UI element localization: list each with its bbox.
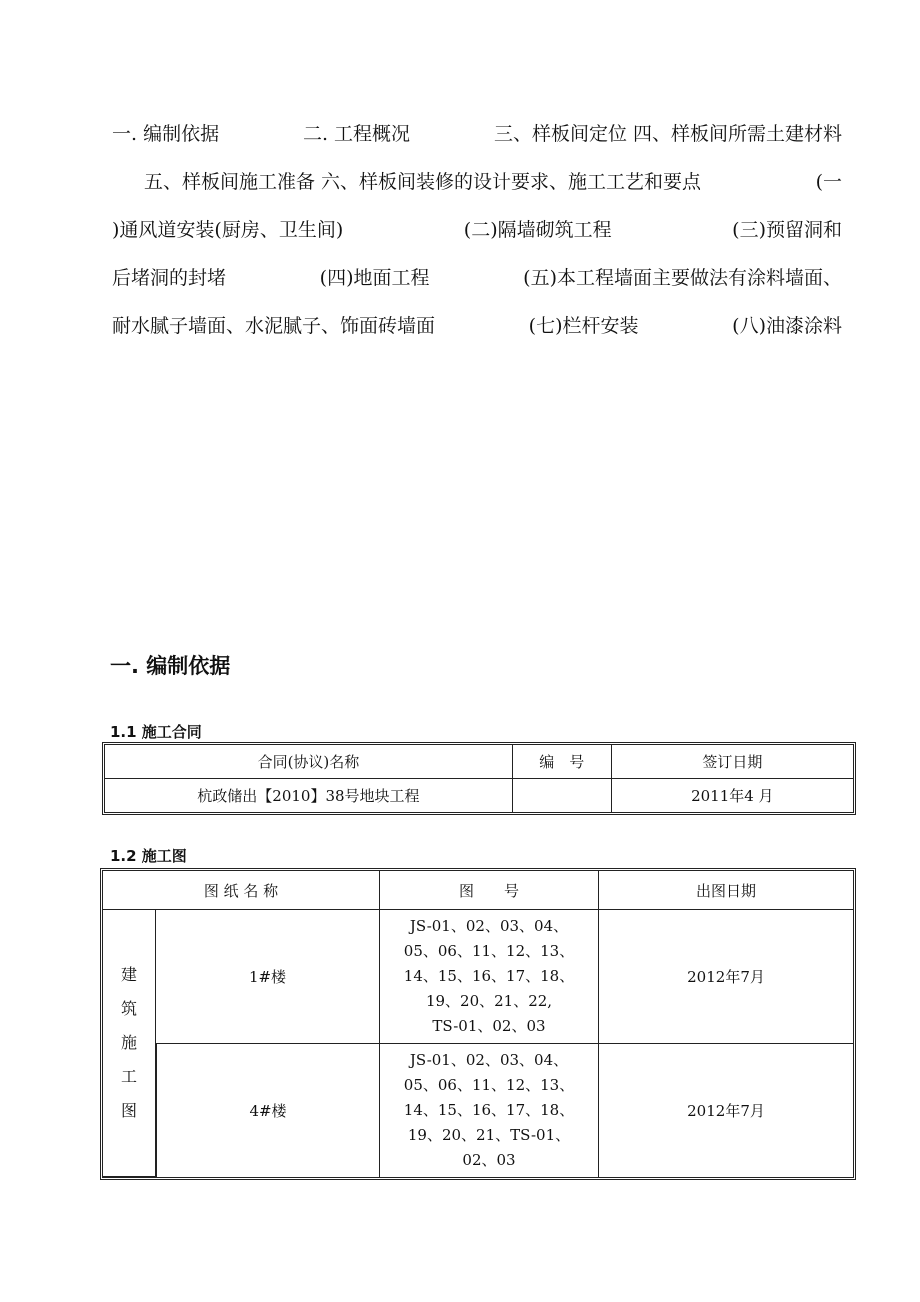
contract-table bbox=[102, 742, 856, 815]
drawing-numbers bbox=[380, 1044, 599, 1177]
header-cell: 图 纸 名 称 bbox=[103, 871, 380, 910]
toc-item[interactable]: (一 bbox=[815, 171, 842, 193]
toc-line bbox=[112, 262, 842, 310]
category-char: 筑 bbox=[120, 999, 137, 1018]
toc-item[interactable]: (三)预留洞和 bbox=[732, 219, 842, 241]
toc-item[interactable]: (二)隔墙砌筑工程 bbox=[463, 219, 612, 241]
toc-item[interactable]: 耐水腻子墙面、水泥腻子、饰面砖墙面 bbox=[112, 315, 436, 337]
table-row bbox=[103, 1044, 853, 1177]
category-char: 工 bbox=[120, 1067, 137, 1086]
header-cell: 出图日期 bbox=[599, 871, 853, 910]
issue-date: 2012年7月 bbox=[687, 1102, 765, 1120]
toc-line bbox=[112, 310, 842, 358]
contract-heading: 1.1 施工合同 bbox=[110, 723, 202, 741]
category-char: 图 bbox=[120, 1101, 137, 1120]
drawing-number-line: 19、20、21、TS-01、 bbox=[407, 1126, 571, 1144]
building-name: 4#楼 bbox=[156, 1044, 380, 1177]
toc-item[interactable]: (七)栏杆安装 bbox=[528, 315, 639, 337]
building-name: 1#楼 bbox=[156, 910, 380, 1044]
table-cell: 2011年4 月 bbox=[691, 787, 774, 805]
toc-item[interactable]: (八)油漆涂料 bbox=[732, 315, 842, 337]
drawing-number-line: 05、06、11、12、13、 bbox=[403, 1076, 575, 1094]
category-char: 建 bbox=[120, 965, 137, 984]
header-cell: 编 号 bbox=[513, 745, 612, 779]
toc-line bbox=[112, 118, 842, 166]
drawing-number-line: 19、20、21、22, bbox=[425, 992, 553, 1010]
section-title: 一. 编制依据 bbox=[110, 654, 231, 678]
drawing-number-line: TS-01、02、03 bbox=[432, 1017, 546, 1035]
toc-item[interactable]: 后堵洞的封堵 bbox=[112, 267, 227, 289]
toc-item[interactable]: 五、样板间施工准备 六、样板间装修的设计要求、施工工艺和要点 bbox=[144, 171, 702, 193]
toc-item[interactable]: (五)本工程墙面主要做法有涂料墙面、 bbox=[523, 267, 842, 289]
drawings-heading: 1.2 施工图 bbox=[110, 847, 187, 865]
table-row bbox=[103, 910, 853, 1044]
issue-date: 2012年7月 bbox=[599, 910, 853, 1044]
header-cell: 合同(协议)名称 bbox=[105, 745, 513, 779]
header-cell: 签订日期 bbox=[612, 745, 853, 779]
drawing-number-line: JS-01、02、03、04、 bbox=[409, 1051, 569, 1069]
toc-item[interactable]: 一. 编制依据 bbox=[112, 123, 220, 145]
table-cell: 杭政储出【2010】38号地块工程 bbox=[105, 779, 513, 812]
drawing-number-line: JS-01、02、03、04、 bbox=[409, 917, 569, 935]
toc-item[interactable]: (四)地面工程 bbox=[319, 267, 430, 289]
drawings-table bbox=[100, 868, 856, 1180]
table-header-row bbox=[105, 745, 853, 779]
drawing-number-line: 02、03 bbox=[462, 1151, 516, 1169]
table-header-row bbox=[103, 871, 853, 910]
table-row bbox=[105, 779, 853, 812]
header-cell: 图 号 bbox=[380, 871, 599, 910]
category-cell bbox=[103, 910, 156, 1177]
category-char: 施 bbox=[120, 1033, 137, 1052]
toc-item[interactable]: )通风道安装(厨房、卫生间) bbox=[112, 219, 344, 241]
drawing-number-line: 14、15、16、17、18、 bbox=[403, 1101, 575, 1119]
table-of-contents bbox=[112, 118, 842, 358]
toc-line bbox=[112, 214, 842, 262]
toc-item[interactable]: 二. 工程概况 bbox=[302, 123, 411, 145]
drawing-number-line: 05、06、11、12、13、 bbox=[403, 942, 575, 960]
toc-line bbox=[112, 166, 842, 214]
drawing-number-line: 14、15、16、17、18、 bbox=[403, 967, 575, 985]
table-cell bbox=[513, 779, 612, 812]
drawing-numbers bbox=[380, 910, 599, 1044]
toc-item[interactable]: 三、样板间定位 四、样板间所需土建材料 bbox=[493, 123, 842, 145]
